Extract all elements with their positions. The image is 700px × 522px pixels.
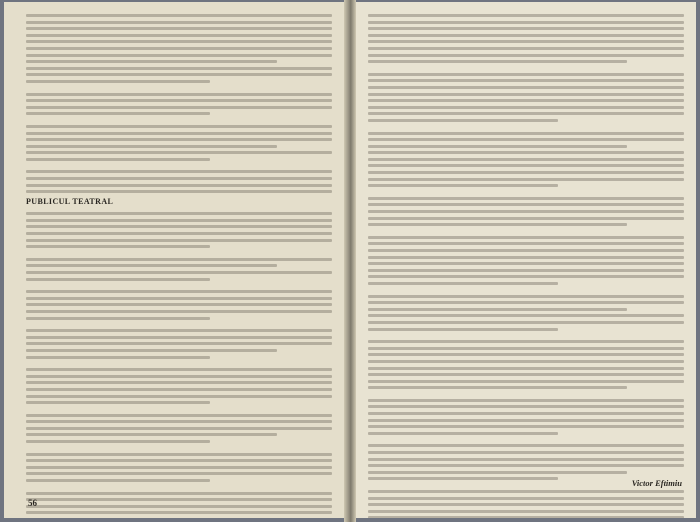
text-line [368,444,684,447]
text-line [368,451,684,454]
paragraph-gap [368,230,684,236]
text-line [26,138,332,141]
text-line [26,47,332,50]
text-line [368,282,558,285]
text-line [368,210,684,213]
text-line [368,497,684,500]
paragraph-gap [26,408,332,414]
text-line [26,112,210,115]
text-line [26,420,332,423]
text-line [368,353,684,356]
text-line [26,258,332,261]
right-page [356,2,696,518]
text-line [368,295,684,298]
text-line [26,278,210,281]
text-line [368,217,684,220]
text-line [26,472,332,475]
author-signature: Victor Eftimiu [631,478,682,488]
paragraph-gap [26,87,332,93]
text-line [26,414,332,417]
text-line [26,375,332,378]
text-line [26,317,210,320]
paragraph-gap [368,126,684,132]
text-line [26,40,332,43]
text-line [368,380,684,383]
text-line [368,223,627,226]
text-line [368,79,684,82]
paragraph-block [26,212,332,518]
text-line [26,342,332,345]
text-line [368,47,684,50]
text-line [368,197,684,200]
text-line [26,21,332,24]
text-line [26,356,210,359]
text-line [26,54,332,57]
right-page-text-column [368,14,684,518]
text-line [26,498,332,501]
text-line [368,184,558,187]
text-line [368,256,684,259]
text-line [368,412,684,415]
text-line [368,40,684,43]
text-line [368,503,684,506]
paragraph-gap [368,67,684,73]
text-line [368,138,684,141]
text-line [26,505,332,508]
page-number: 56 [28,498,37,508]
paragraph-gap [368,393,684,399]
text-line [368,14,684,17]
text-line [368,308,627,311]
left-page-text-column [26,14,332,518]
text-line [26,27,332,30]
section-heading: PUBLICUL TEATRAL [26,197,114,207]
text-line [368,54,684,57]
text-line [368,73,684,76]
text-line [26,158,210,161]
text-line [26,466,332,469]
paragraph-gap [368,289,684,295]
text-line [26,73,332,76]
text-line [26,106,332,109]
text-line [26,34,332,37]
text-line [26,99,332,102]
text-line [26,184,332,187]
text-line [26,264,277,267]
text-line [368,151,684,154]
text-line [26,427,332,430]
text-line [26,212,332,215]
text-line [26,368,332,371]
text-line [26,310,332,313]
text-line [368,360,684,363]
text-line [368,425,684,428]
text-line [368,164,684,167]
text-line [26,151,332,154]
text-line [368,510,684,513]
text-line [26,336,332,339]
text-line [368,249,684,252]
text-line [26,290,332,293]
text-line [26,440,210,443]
text-line [26,145,277,148]
text-line [26,381,332,384]
text-line [26,459,332,462]
text-line [368,275,684,278]
book-gutter [344,0,356,522]
text-line [368,477,558,480]
text-line [26,225,332,228]
text-line [368,458,684,461]
text-line [368,464,684,467]
text-line [368,471,627,474]
text-line [368,112,684,115]
text-line [368,60,627,63]
text-line [368,158,684,161]
text-line [368,269,684,272]
text-line [368,328,558,331]
text-line [26,219,332,222]
text-line [368,145,627,148]
text-line [26,453,332,456]
text-line [368,242,684,245]
text-line [368,340,684,343]
text-line [26,232,332,235]
text-line [368,367,684,370]
text-line [368,419,684,422]
text-line [368,203,684,206]
text-line [26,401,210,404]
text-line [26,329,332,332]
paragraph-gap [26,447,332,453]
text-line [26,14,332,17]
text-line [368,432,558,435]
text-line [368,373,684,376]
text-line [26,93,332,96]
text-line [26,190,332,193]
text-line [26,239,332,242]
text-line [368,386,627,389]
paragraph-block [26,14,332,193]
text-line [368,34,684,37]
text-line [26,60,277,63]
text-line [26,125,332,128]
text-line [368,490,684,493]
text-line [368,321,684,324]
text-line [26,492,332,495]
text-line [26,170,332,173]
text-line [26,433,277,436]
text-line [26,297,332,300]
text-line [26,80,210,83]
text-line [26,388,332,391]
text-line [368,86,684,89]
text-line [26,132,332,135]
text-line [368,171,684,174]
text-line [26,271,332,274]
text-line [26,177,332,180]
text-line [368,399,684,402]
text-line [368,106,684,109]
text-line [368,516,684,518]
text-line [368,27,684,30]
text-line [368,178,684,181]
text-line [368,262,684,265]
text-line [26,245,210,248]
paragraph-gap [26,486,332,492]
text-line [368,314,684,317]
text-line [26,511,332,514]
text-line [26,479,210,482]
text-line [368,21,684,24]
text-line [368,93,684,96]
text-line [368,301,684,304]
text-line [368,405,684,408]
text-line [368,99,684,102]
text-line [368,236,684,239]
text-line [368,119,558,122]
paragraph-gap [368,191,684,197]
text-line [26,349,277,352]
text-line [26,303,332,306]
text-line [368,132,684,135]
text-line [368,347,684,350]
text-line [26,395,332,398]
left-page [4,2,344,518]
paragraph-block [368,14,684,518]
text-line [26,67,332,70]
paragraph-gap [26,252,332,258]
